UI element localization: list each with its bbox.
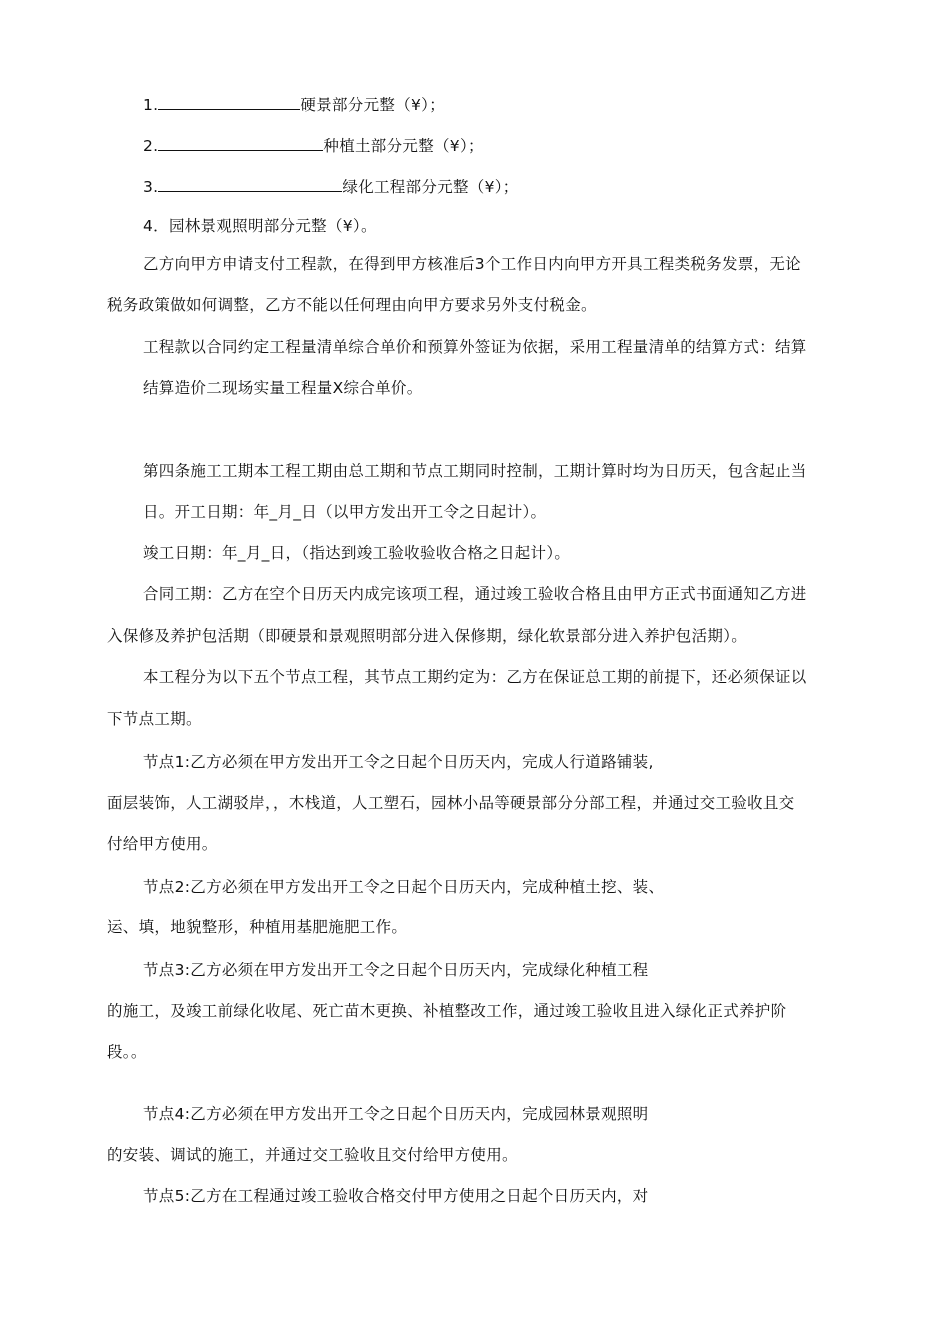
list-item-text: 硬景部分元整（¥）；	[300, 96, 446, 114]
list-item-text: 绿化工程部分元整（¥）；	[342, 178, 519, 196]
node-2-line: 节点2:乙方必须在甲方发出开工令之日起个日历天内，完成种植土挖、装、	[143, 878, 665, 896]
fill-blank	[158, 94, 300, 110]
paragraph-line: 结算造价二现场实量工程量X综合单价。	[143, 379, 423, 397]
paragraph-line: 下节点工期。	[107, 710, 202, 728]
paragraph-line: 税务政策做如何调整，乙方不能以任何理由向甲方要求另外支付税金。	[107, 296, 597, 314]
node-1-line: 面层装饰，人工湖驳岸，，木栈道，人工塑石，园林小品等硬景部分分部工程，并通过交工验收且交	[107, 794, 795, 812]
paragraph-line: 竣工日期：年_月_日，（指达到竣工验收验收合格之日起计）。	[143, 544, 571, 562]
node-4-line: 的安装、调试的施工，并通过交工验收且交付给甲方使用。	[107, 1146, 518, 1164]
list-item-4: 4．园林景观照明部分元整（¥）。	[143, 217, 377, 235]
node-2-line: 运、填，地貌整形，种植用基肥施肥工作。	[107, 918, 408, 936]
list-item-number: 2.	[143, 137, 159, 155]
list-item-1	[143, 94, 445, 115]
paragraph-line: 本工程分为以下五个节点工程，其节点工期约定为：乙方在保证总工期的前提下，还必须保证以	[143, 668, 807, 686]
node-5-line: 节点5:乙方在工程通过竣工验收合格交付甲方使用之日起个日历天内，对	[143, 1187, 649, 1205]
node-3-line: 节点3:乙方必须在甲方发出开工令之日起个日历天内，完成绿化种植工程	[143, 961, 649, 979]
list-item-3	[143, 176, 519, 197]
paragraph-line: 日。开工日期：年_月_日（以甲方发出开工令之日起计）。	[143, 503, 547, 521]
node-1-line: 节点1:乙方必须在甲方发出开工令之日起个日历天内，完成人行道路铺装,	[143, 753, 654, 771]
fill-blank	[158, 135, 323, 151]
list-item-number: 3.	[143, 178, 159, 196]
node-3-line: 段。。	[107, 1043, 147, 1061]
paragraph-line: 合同工期：乙方在空个日历天内成完该项工程，通过竣工验收合格且由甲方正式书面通知乙方进	[143, 585, 807, 603]
list-item-text: 种植土部分元整（¥）；	[323, 137, 484, 155]
fill-blank	[158, 176, 342, 192]
list-item-number: 1.	[143, 96, 159, 114]
paragraph-line: 入保修及养护包活期（即硬景和景观照明部分进入保修期，绿化软景部分进入养护包活期）。	[107, 627, 748, 645]
paragraph-line: 乙方向甲方申请支付工程款，在得到甲方核准后3个工作日内向甲方开具工程类税务发票，无论	[143, 255, 801, 273]
node-1-line: 付给甲方使用。	[107, 835, 218, 853]
list-item-2	[143, 135, 484, 156]
article-heading-line: 第四条施工工期本工程工期由总工期和节点工期同时控制，工期计算时均为日历天，包含起止当	[143, 462, 807, 480]
node-3-line: 的施工，及竣工前绿化收尾、死亡苗木更换、补植整改工作，通过竣工验收且进入绿化正式养护阶	[107, 1002, 787, 1020]
paragraph-line: 工程款以合同约定工程量清单综合单价和预算外签证为依据，采用工程量清单的结算方式：结算	[143, 338, 807, 356]
node-4-line: 节点4:乙方必须在甲方发出开工令之日起个日历天内，完成园林景观照明	[143, 1105, 649, 1123]
